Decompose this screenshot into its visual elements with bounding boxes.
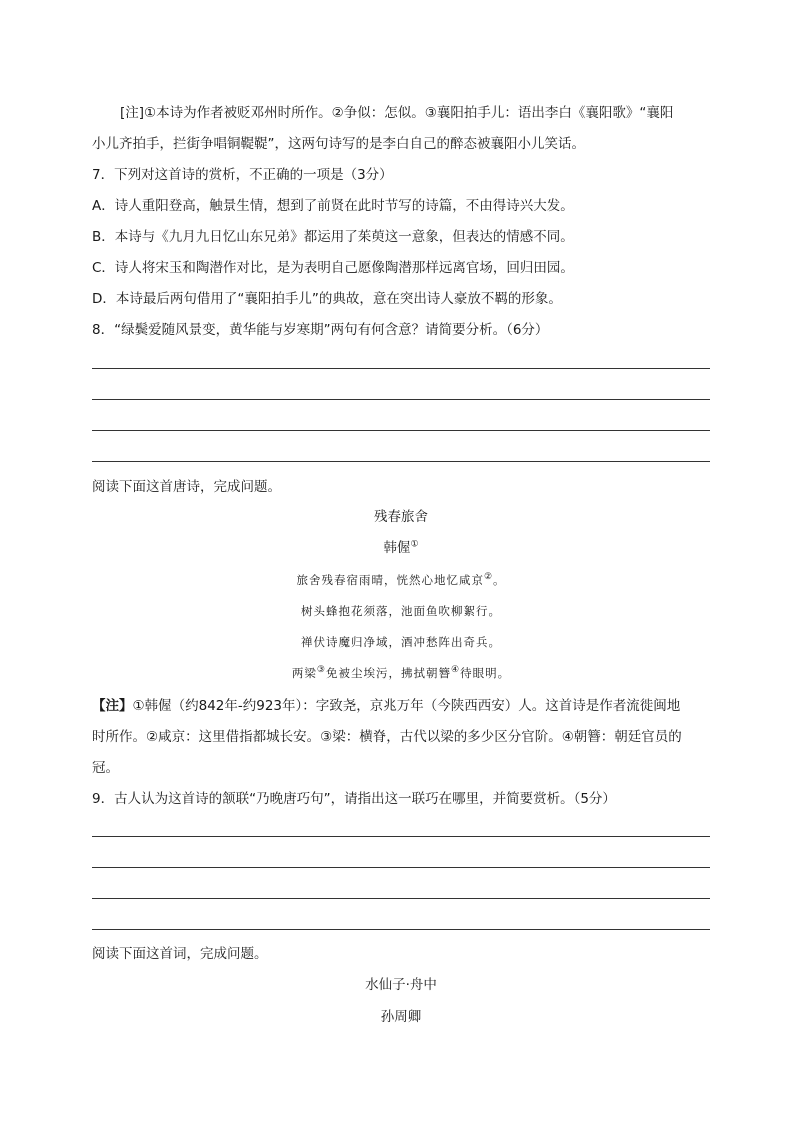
question-7-option-b: B．本诗与《九月九日忆山东兄弟》都运用了茱萸这一意象，但表达的情感不同。	[92, 229, 574, 245]
poem-line-4: 两梁③免被尘埃污，拂拭朝簪④待眼明。	[291, 665, 511, 680]
section-2-intro: 阅读下面这首唐诗，完成问题。	[92, 479, 281, 495]
poem-note-line-1: 【注】①韩偓（约842年-约923年）：字致尧，京兆万年（今陕西西安）人。这首诗是作者流徙闽地	[92, 698, 681, 714]
footnote-mark: ④	[451, 665, 461, 676]
answer-line[interactable]	[92, 430, 710, 431]
note-line-2: 小儿齐拍手，拦街争唱铜鞮鞮”，这两句诗写的是李白自己的醉态被襄阳小儿笑话。	[92, 136, 585, 152]
poem-line-2: 树头蜂抱花须落，池面鱼吹柳絮行。	[301, 604, 501, 618]
ci-author: 孙周卿	[380, 1009, 422, 1025]
section-3-intro: 阅读下面这首词，完成问题。	[92, 946, 268, 962]
ci-title: 水仙子·舟中	[365, 977, 437, 993]
poem-line-3: 禅伏诗魔归净域，酒冲愁阵出奇兵。	[301, 635, 501, 649]
poem-line-1: 旅舍残春宿雨晴，恍然心地忆咸京②。	[296, 572, 506, 587]
answer-line[interactable]	[92, 836, 710, 837]
answer-line[interactable]	[92, 867, 710, 868]
poem-author: 韩偓①	[383, 539, 419, 556]
question-8-stem: 8．“绿鬓爱随风景变，黄华能与岁寒期”两句有何含意？请简要分析。（6分）	[92, 322, 549, 338]
footnote-mark: ①	[410, 539, 419, 550]
question-7-stem: 7．下列对这首诗的赏析，不正确的一项是（3分）	[92, 167, 393, 183]
answer-line[interactable]	[92, 929, 710, 930]
note-label: 【注】	[92, 698, 133, 714]
footnote-mark: ③	[316, 665, 326, 676]
question-9-stem: 9．古人认为这首诗的颔联“乃晚唐巧句”，请指出这一联巧在哪里，并简要赏析。（5分）	[92, 791, 616, 807]
question-7-option-d: D．本诗最后两句借用了“襄阳拍手儿”的典故，意在突出诗人豪放不羁的形象。	[92, 291, 562, 307]
poem-note-line-2: 时所作。②咸京：这里借指都城长安。③梁：横脊，古代以梁的多少区分官阶。④朝簪：朝廷官员的	[92, 729, 682, 745]
poem-note-line-3: 冠。	[92, 760, 119, 776]
question-7-option-c: C．诗人将宋玉和陶潜作对比，是为表明自己愿像陶潜那样远离官场，回归田园。	[92, 260, 574, 276]
footnote-mark: ②	[483, 572, 494, 583]
poem-title: 残春旅舍	[374, 509, 428, 525]
answer-line[interactable]	[92, 898, 710, 899]
note-line-1: [注]①本诗为作者被贬邓州时所作。②争似：怎似。③襄阳拍手儿：语出李白《襄阳歌》“襄阳	[120, 105, 674, 121]
question-7-option-a: A．诗人重阳登高，触景生情，想到了前贤在此时节写的诗篇，不由得诗兴大发。	[92, 198, 574, 214]
answer-line[interactable]	[92, 461, 710, 462]
answer-line[interactable]	[92, 368, 710, 369]
answer-line[interactable]	[92, 399, 710, 400]
